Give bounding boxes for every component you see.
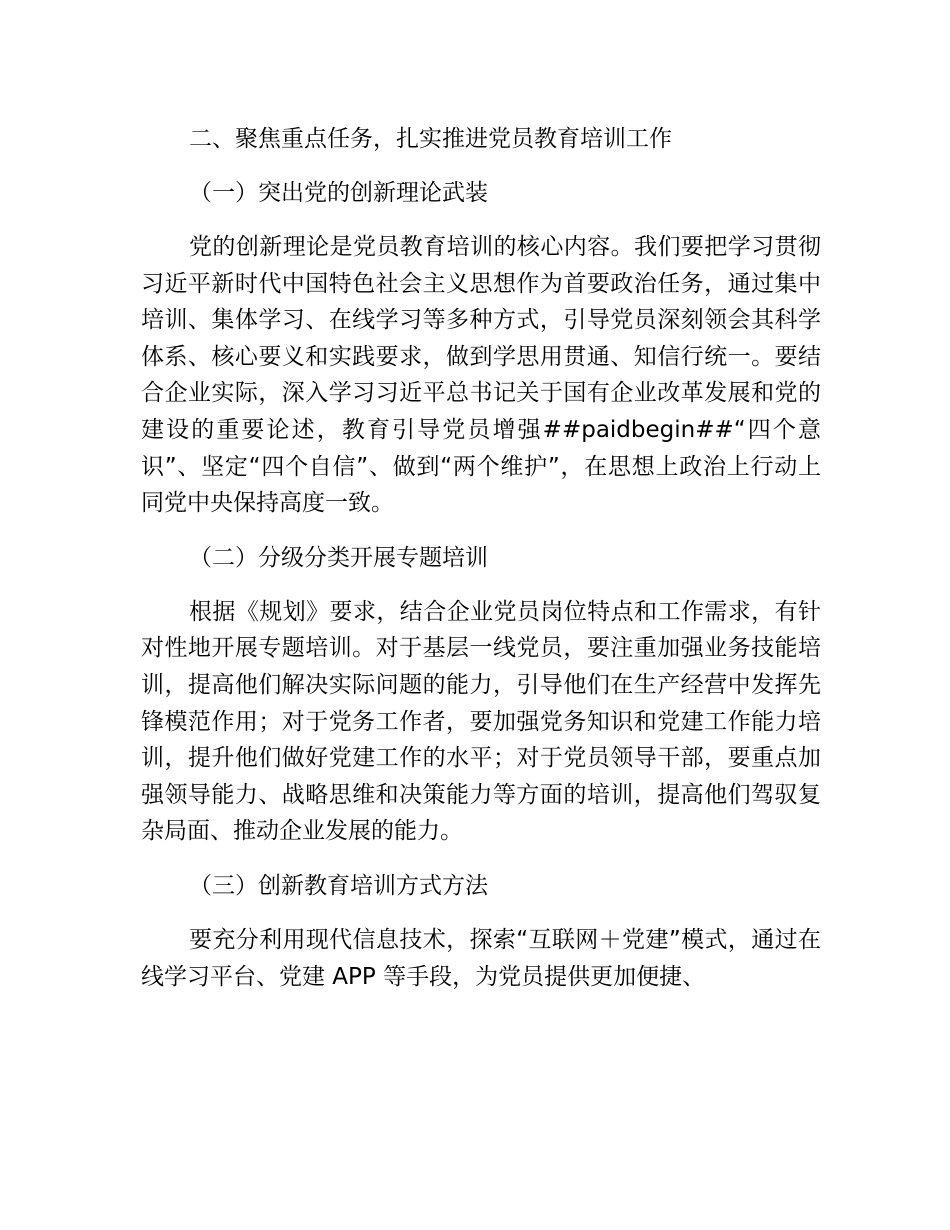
subsection-2-title: （二）分级分类开展专题培训	[189, 544, 488, 571]
document-body	[141, 112, 821, 1004]
subsection-1-paragraph: 党的创新理论是党员教育培训的核心内容。我们要把学习贯彻习近平新时代中国特色社会主义思想作为首要政治任务，通过集中培训、集体学习、在线学习等多种方式，引导党员深刻领会其科学体系、核心要义和实践要求，做到学思用贯通、知信行统一。要结合企业实际，深入学习习近平总书记关于国有企业改革发展和党的建设的重要论述，教育引导党员增强##paidbegin##“四个意识”、坚定“四个自信”、做到“两个维护”，在思想上政治上行动上同党中央保持高度一致。	[141, 234, 821, 517]
section-title: 二、聚焦重点任务，扎实推进党员教育培训工作	[189, 126, 672, 152]
subsection-2-paragraph: 根据《规划》要求，结合企业党员岗位特点和工作需求，有针对性地开展专题培训。对于基层一线党员，要注重加强业务技能培训，提高他们解决实际问题的能力，引导他们在生产经营中发挥先锋模范作用；对于党务工作者，要加强党务知识和党建工作能力培训，提升他们做好党建工作的水平；对于党员领导干部，要重点加强领导能力、战略思维和决策能力等方面的培训，提高他们驾驭复杂局面、推动企业发展的能力。	[141, 598, 821, 845]
subsection-3-title: （三）创新教育培训方式方法	[189, 872, 488, 899]
subsection-1-title: （一）突出党的创新理论武装	[189, 180, 488, 206]
subsection-3-paragraph: 要充分利用现代信息技术，探索“互联网＋党建”模式，通过在线学习平台、党建 APP 等手段，为党员提供更加便捷、	[141, 926, 821, 990]
